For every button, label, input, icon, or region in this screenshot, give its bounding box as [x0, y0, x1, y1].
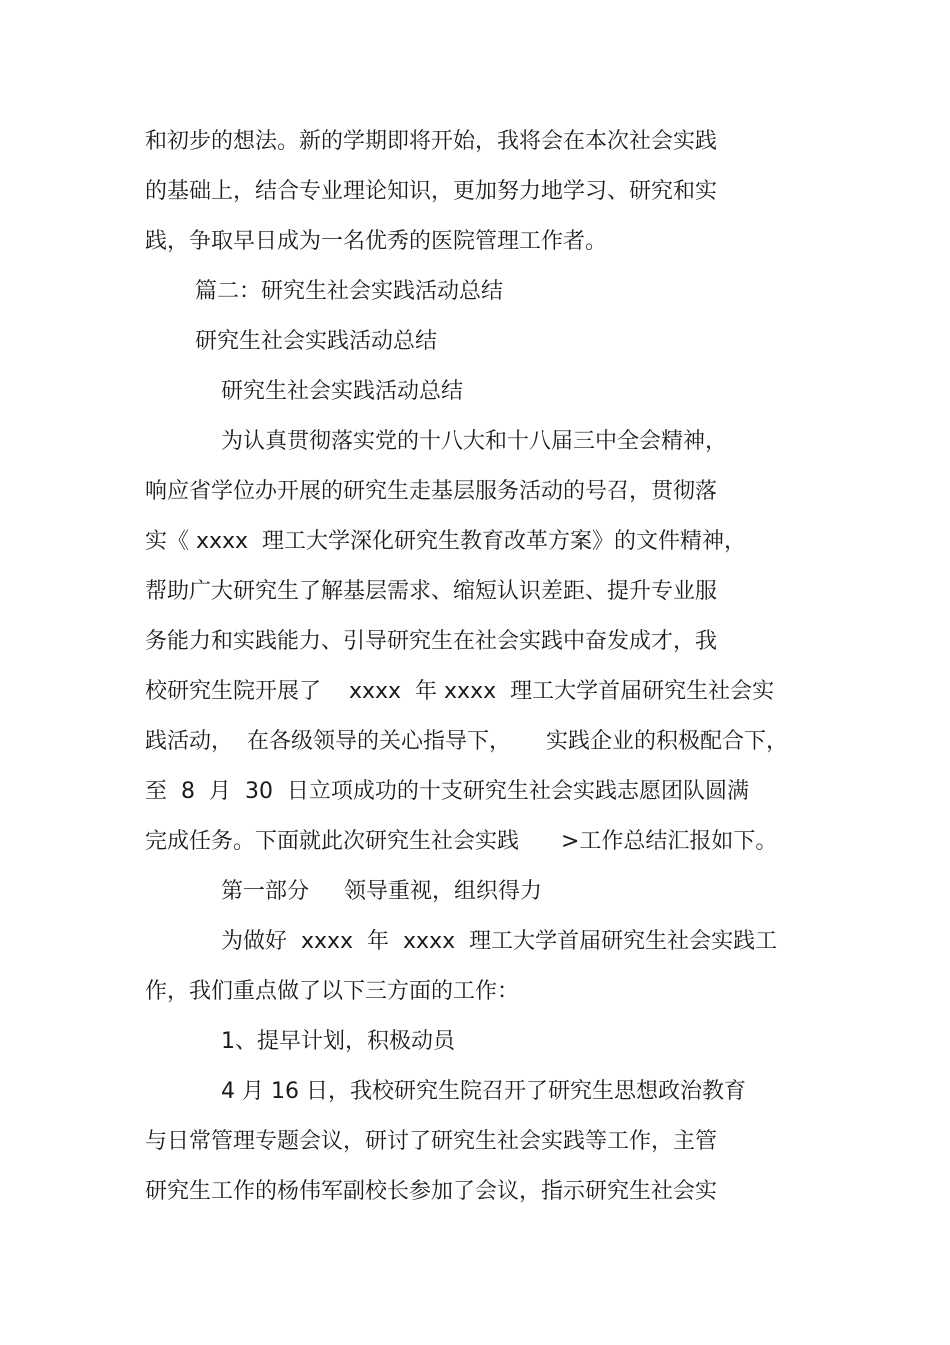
paragraph-line: 至 8 月 30 日立项成功的十支研究生社会实践志愿团队圆满	[145, 779, 749, 804]
paragraph-line: 帮助广大研究生了解基层需求、缩短认识差距、提升专业服	[145, 579, 718, 604]
section-heading: 篇二：研究生社会实践活动总结	[195, 279, 504, 304]
paragraph-line: 为做好 xxxx 年 xxxx 理工大学首届研究生社会实践工	[221, 929, 778, 954]
paragraph-line: 完成任务。下面就此次研究生社会实践 >工作总结汇报如下。	[145, 829, 778, 854]
paragraph-line: 作，我们重点做了以下三方面的工作：	[145, 979, 520, 1004]
paragraph-line: 4 月 16 日，我校研究生院召开了研究生思想政治教育	[221, 1079, 746, 1104]
paragraph-line: 践，争取早日成为一名优秀的医院管理工作者。	[145, 229, 608, 254]
paragraph-line: 研究生工作的杨伟军副校长参加了会议，指示研究生社会实	[145, 1179, 718, 1204]
paragraph-line: 实《 xxxx 理工大学深化研究生教育改革方案》的文件精神，	[145, 529, 747, 554]
paragraph-line: 和初步的想法。新的学期即将开始，我将会在本次社会实践	[145, 129, 718, 154]
paragraph-line: 务能力和实践能力、引导研究生在社会实践中奋发成才，我	[145, 629, 718, 654]
paragraph-line: 为认真贯彻落实党的十八大和十八届三中全会精神，	[221, 429, 728, 454]
item-heading: 1、提早计划，积极动员	[221, 1029, 455, 1054]
paragraph-line: 校研究生院开展了 xxxx 年 xxxx 理工大学首届研究生社会实	[145, 679, 775, 704]
paragraph-line: 的基础上，结合专业理论知识，更加努力地学习、研究和实	[145, 179, 718, 204]
paragraph-line: 与日常管理专题会议，研讨了研究生社会实践等工作，主管	[145, 1129, 718, 1154]
document-subtitle: 研究生社会实践活动总结	[221, 379, 464, 404]
document-title: 研究生社会实践活动总结	[195, 329, 438, 354]
paragraph-line: 践活动， 在各级领导的关心指导下， 实践企业的积极配合下，	[145, 729, 788, 754]
part-heading: 第一部分 领导重视，组织得力	[221, 879, 542, 904]
paragraph-line: 响应省学位办开展的研究生走基层服务活动的号召，贯彻落	[145, 479, 718, 504]
